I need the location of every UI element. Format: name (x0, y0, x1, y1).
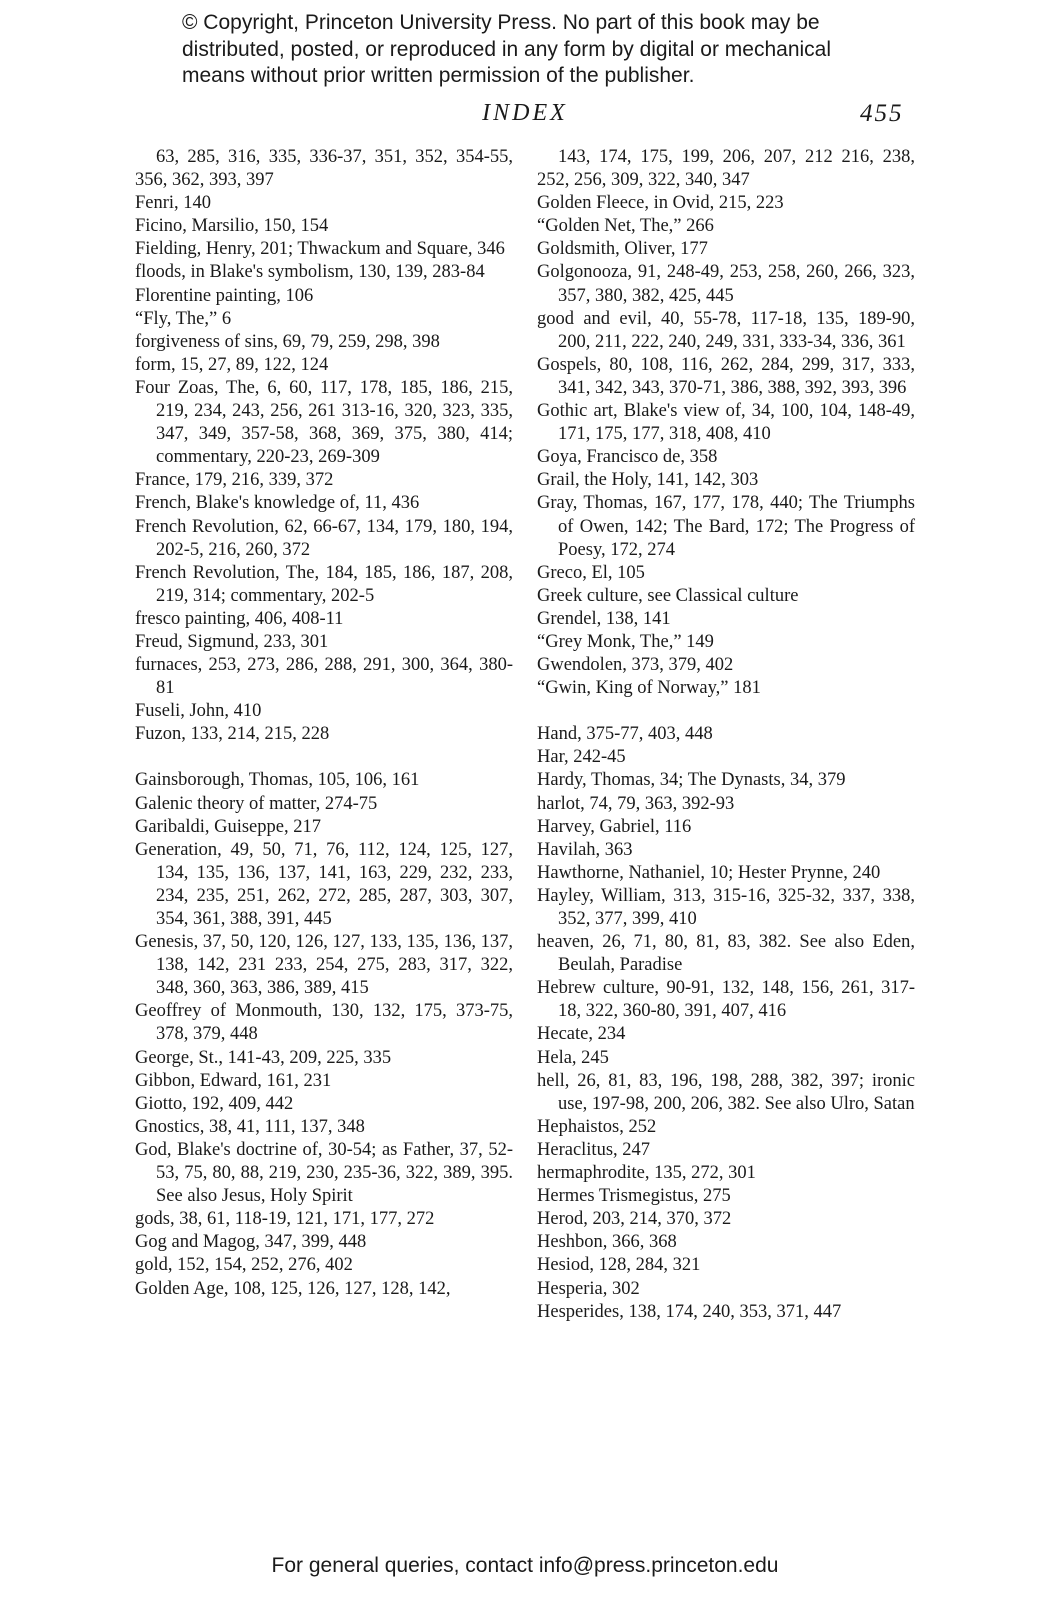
index-entry: “Fly, The,” 6 (135, 308, 232, 329)
index-entry: Goya, Francisco de, 358 (537, 447, 718, 468)
index-entry: Hesiod, 128, 284, 321 (537, 1255, 701, 1276)
index-entry: Hebrew culture, 90-91, 132, 148, 156, 261, 317-18, 322, 360-80, 391, 407, 416 (537, 978, 915, 1022)
index-entry: Gwendolen, 373, 379, 402 (537, 655, 734, 676)
copyright-line: distributed, posted, or reproduced in any form by digital or mechanical (182, 37, 832, 61)
index-entry: Giotto, 192, 409, 442 (135, 1093, 294, 1114)
index-entry: Hand, 375-77, 403, 448 (537, 724, 713, 745)
index-entry: Fuseli, John, 410 (135, 701, 262, 722)
index-entry: heaven, 26, 71, 80, 81, 83, 382. See also Eden, Beulah, Paradise (537, 932, 915, 976)
index-entry: forgiveness of sins, 69, 79, 259, 298, 398 (135, 331, 440, 352)
index-entry: Garibaldi, Guiseppe, 217 (135, 816, 321, 837)
index-entry: Gibbon, Edward, 161, 231 (135, 1070, 332, 1091)
index-entry: God, Blake's doctrine of, 30-54; as Father, 37, 52-53, 75, 80, 88, 219, 230, 235-36, 322, 389, 395. See also Jesus, Holy Spirit (135, 1139, 513, 1207)
index-entry: 143, 174, 175, 199, 206, 207, 212 216, 238, 252, 256, 309, 322, 340, 347 (537, 147, 915, 191)
index-entry: Hayley, William, 313, 315-16, 325-32, 337, 338, 352, 377, 399, 410 (537, 885, 915, 929)
index-entry: Gothic art, Blake's view of, 34, 100, 104, 148-49, 171, 175, 177, 318, 408, 410 (537, 401, 915, 445)
index-entry: Fuzon, 133, 214, 215, 228 (135, 724, 330, 745)
index-entry: hermaphrodite, 135, 272, 301 (537, 1163, 756, 1184)
index-entry: Galenic theory of matter, 274-75 (135, 793, 378, 814)
index-entry: Ficino, Marsilio, 150, 154 (135, 216, 329, 237)
index-entry: Herod, 203, 214, 370, 372 (537, 1209, 732, 1230)
copyright-line: © Copyright, Princeton University Press. No part of this book may be (182, 11, 820, 34)
index-entry: “Grey Monk, The,” 149 (537, 631, 714, 652)
index-entry: Heraclitus, 247 (537, 1139, 651, 1160)
index-entry: 63, 285, 316, 335, 336-37, 351, 352, 354-55, 356, 362, 393, 397 (135, 147, 513, 191)
index-entry: Fenri, 140 (135, 193, 212, 214)
index-entry: Gospels, 80, 108, 116, 262, 284, 299, 317, 333, 341, 342, 343, 370-71, 386, 388, 392, 393, 396 (537, 354, 915, 398)
index-entry: George, St., 141-43, 209, 225, 335 (135, 1047, 392, 1068)
index-entry: Hawthorne, Nathaniel, 10; Hester Prynne, 240 (537, 862, 881, 883)
index-entry: “Golden Net, The,” 266 (537, 216, 714, 237)
index-entry: Hardy, Thomas, 34; The Dynasts, 34, 379 (537, 770, 846, 791)
index-column-left (135, 146, 513, 1301)
footer-contact: For general queries, contact info@press.princeton.edu (271, 1554, 779, 1577)
index-entry: Freud, Sigmund, 233, 301 (135, 631, 329, 652)
index-entry: Grendel, 138, 141 (537, 608, 671, 629)
running-title: INDEX (482, 100, 568, 126)
index-entry: gold, 152, 154, 252, 276, 402 (135, 1255, 353, 1276)
index-entry: Hela, 245 (537, 1047, 609, 1068)
index-entry: Hephaistos, 252 (537, 1116, 657, 1137)
index-entry: Hesperides, 138, 174, 240, 353, 371, 447 (537, 1301, 842, 1322)
index-entry: Gnostics, 38, 41, 111, 137, 348 (135, 1116, 365, 1137)
index-entry: Golden Age, 108, 125, 126, 127, 128, 142, (135, 1278, 451, 1299)
index-entry: Geoffrey of Monmouth, 130, 132, 175, 373-75, 378, 379, 448 (135, 1001, 513, 1045)
index-entry: France, 179, 216, 339, 372 (135, 470, 334, 491)
index-entry: Genesis, 37, 50, 120, 126, 127, 133, 135, 136, 137, 138, 142, 231 233, 254, 275, 283, 317, 322, 348, 360, 363, 386, 389, 415 (135, 932, 513, 999)
index-entry: Generation, 49, 50, 71, 76, 112, 124, 125, 127, 134, 135, 136, 137, 141, 163, 229, 232, 233, 234, 235, 251, 262, 272, 285, 287, 303, 307, 354, 361, 388, 391, 445 (135, 839, 513, 929)
index-entry: Har, 242-45 (537, 747, 626, 768)
index-entry: Gray, Thomas, 167, 177, 178, 440; The Triumphs of Owen, 142; The Bard, 172; The Progress of Poesy, 172, 274 (537, 493, 915, 560)
index-entry: Hermes Trismegistus, 275 (537, 1186, 731, 1207)
index-entry: Hecate, 234 (537, 1024, 626, 1045)
index-entry: harlot, 74, 79, 363, 392-93 (537, 793, 735, 814)
index-entry: Greco, El, 105 (537, 562, 645, 583)
index-entry: Havilah, 363 (537, 839, 633, 860)
index-entry: Gainsborough, Thomas, 105, 106, 161 (135, 770, 420, 791)
index-entry: Goldsmith, Oliver, 177 (537, 239, 708, 260)
index-column-right (537, 146, 915, 1324)
index-entry: floods, in Blake's symbolism, 130, 139, 283-84 (135, 262, 485, 283)
index-entry: Harvey, Gabriel, 116 (537, 816, 692, 837)
index-entry: fresco painting, 406, 408-11 (135, 608, 344, 629)
index-entry: French Revolution, The, 184, 185, 186, 187, 208, 219, 314; commentary, 202-5 (135, 562, 513, 606)
index-entry: gods, 38, 61, 118-19, 121, 171, 177, 272 (135, 1209, 435, 1230)
index-entry: Grail, the Holy, 141, 142, 303 (537, 470, 759, 491)
index-entry: form, 15, 27, 89, 122, 124 (135, 354, 329, 375)
index-entry: French Revolution, 62, 66-67, 134, 179, 180, 194, 202-5, 216, 260, 372 (135, 516, 513, 560)
page-number: 455 (860, 100, 904, 127)
index-entry: Florentine painting, 106 (135, 285, 314, 306)
index-entry: hell, 26, 81, 83, 196, 198, 288, 382, 397; ironic use, 197-98, 200, 206, 382. See also Ulro, Satan (537, 1070, 915, 1114)
copyright-line: means without prior written permission of the publisher. (182, 64, 695, 87)
index-entry: Four Zoas, The, 6, 60, 117, 178, 185, 186, 215, 219, 234, 243, 256, 261 313-16, 320, 323, 335, 347, 349, 357-58, 368, 369, 375, 380, 414; commentary, 220-23, 269-309 (135, 377, 513, 468)
index-entry: Fielding, Henry, 201; Thwackum and Square, 346 (135, 239, 505, 260)
index-entry: French, Blake's knowledge of, 11, 436 (135, 493, 420, 514)
index-entry: Gog and Magog, 347, 399, 448 (135, 1232, 367, 1253)
index-entry: good and evil, 40, 55-78, 117-18, 135, 189-90, 200, 211, 222, 240, 249, 331, 333-34, 336, 361 (537, 308, 915, 352)
index-entry: Hesperia, 302 (537, 1278, 640, 1299)
index-entry: Greek culture, see Classical culture (537, 585, 799, 606)
copyright-notice (182, 10, 942, 90)
index-entry: furnaces, 253, 273, 286, 288, 291, 300, 364, 380-81 (135, 655, 513, 699)
index-entry: “Gwin, King of Norway,” 181 (537, 678, 761, 699)
index-entry: Heshbon, 366, 368 (537, 1232, 677, 1253)
index-entry: Golden Fleece, in Ovid, 215, 223 (537, 193, 784, 214)
index-entry: Golgonooza, 91, 248-49, 253, 258, 260, 266, 323, 357, 380, 382, 425, 445 (537, 262, 915, 306)
